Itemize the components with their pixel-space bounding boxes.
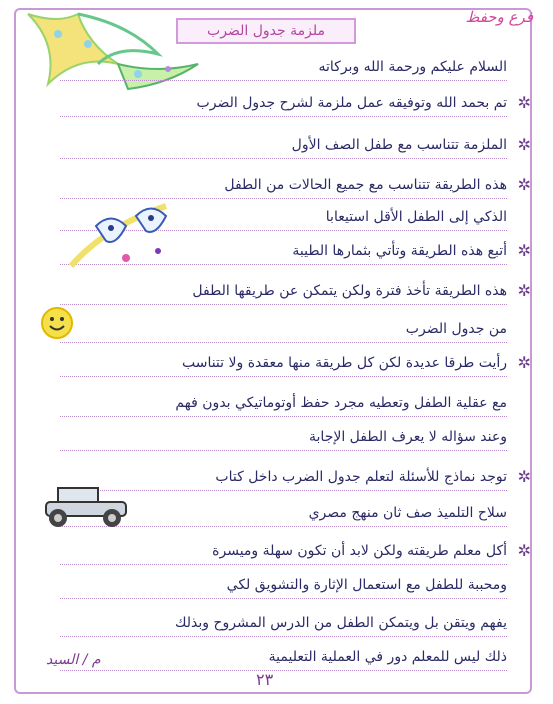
text-line-16: يفهم ويتقن بل ويتمكن الطفل من الدرس المشروح وبذلك <box>174 615 507 631</box>
ruled-line <box>60 158 507 159</box>
ruled-line <box>60 450 507 451</box>
smiley-face-icon <box>40 306 74 340</box>
text-line-10: مع عقلية الطفل وتعطيه مجرد حفظ أوتوماتيكي بدون فهم <box>175 395 507 411</box>
butterfly-kite-icon <box>66 196 176 276</box>
text-line-7: هذه الطريقة تأخذ فترة ولكن يتمكن عن طريقها الطفل <box>192 283 507 299</box>
bullet-icon: ✲ <box>517 541 531 560</box>
ruled-line <box>60 564 507 565</box>
bullet-icon: ✲ <box>517 467 531 486</box>
ruled-line <box>60 598 507 599</box>
ruled-line <box>60 80 507 81</box>
ruled-line <box>60 116 507 117</box>
ruled-line <box>60 342 507 343</box>
page-title: ملزمة جدول الضرب <box>176 18 356 44</box>
text-line-5: الذكي إلى الطفل الأقل استيعابا <box>325 209 507 225</box>
text-line-11: وعند سؤاله لا يعرف الطفل الإجابة <box>309 429 507 445</box>
text-line-13: سلاح التلميذ صف ثان منهج مصري <box>308 505 507 521</box>
text-line-9: رأيت طرقا عديدة لكن كل طريقة منها معقدة ولا تتناسب <box>181 355 507 371</box>
text-line-2: تم بحمد الله وتوفيقه عمل ملزمة لشرح جدول الضرب <box>196 95 507 111</box>
ruled-line <box>60 376 507 377</box>
author-signature: م / السيد <box>46 652 101 668</box>
text-line-15: ومحببة للطفل مع استعمال الإثارة والتشويق لكي <box>226 577 507 593</box>
text-line-8: من جدول الضرب <box>405 321 507 337</box>
ruled-line <box>60 416 507 417</box>
bullet-icon: ✲ <box>517 281 531 300</box>
ruled-line <box>60 670 507 671</box>
vintage-car-icon <box>36 480 136 530</box>
ruled-line <box>60 636 507 637</box>
ruled-line <box>60 304 507 305</box>
corner-label: فرع وحفظ <box>465 8 533 26</box>
text-line-3: الملزمة تتناسب مع طفل الصف الأول <box>291 137 507 153</box>
bullet-icon: ✲ <box>517 135 531 154</box>
text-line-17: ذلك ليس للمعلم دور في العملية التعليمية <box>268 649 507 665</box>
text-line-1: السلام عليكم ورحمة الله وبركاته <box>318 59 507 75</box>
bullet-icon: ✲ <box>517 353 531 372</box>
text-line-14: أكل معلم طريقته ولكن لابد أن تكون سهلة وميسرة <box>212 543 507 559</box>
bullet-icon: ✲ <box>517 93 531 112</box>
bullet-icon: ✲ <box>517 175 531 194</box>
bullet-icon: ✲ <box>517 241 531 260</box>
text-line-12: توجد نماذج للأسئلة لتعلم جدول الضرب داخل كتاب <box>215 469 507 485</box>
text-line-4: هذه الطريقة تتناسب مع جميع الحالات من الطفل <box>224 177 507 193</box>
page-number: ٢٣ <box>256 670 274 689</box>
text-line-6: أتبع هذه الطريقة وتأتي بثمارها الطيبة <box>292 243 507 259</box>
